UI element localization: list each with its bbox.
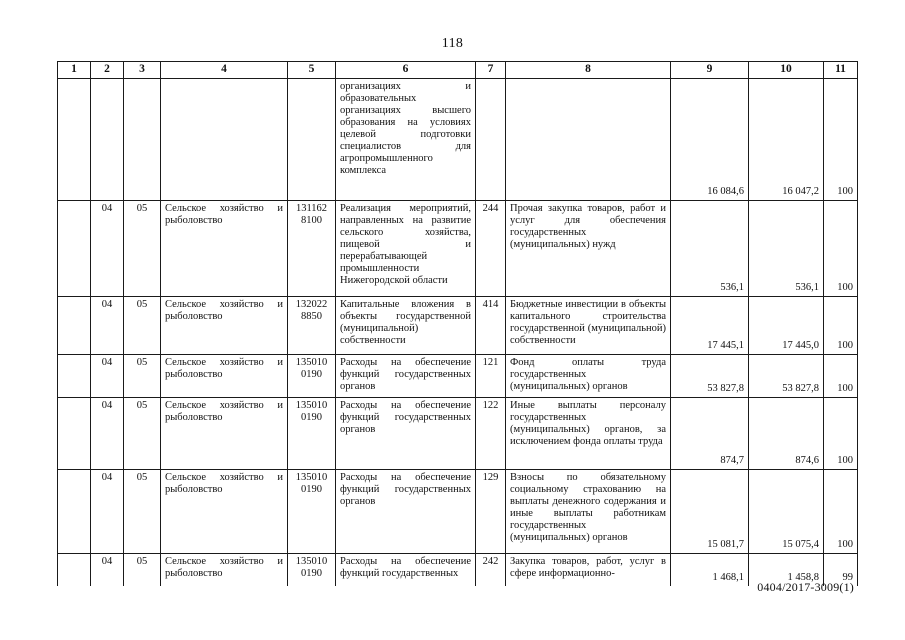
- cell-col1: [58, 201, 91, 297]
- cell-expense-type-name: Закупка товаров, работ, услуг в сфере информационно-: [506, 554, 671, 586]
- cell-planned-amount: 16 084,6: [671, 79, 749, 201]
- cell-executed-amount: 874,6: [749, 398, 824, 470]
- cell-expense-type-name: Фонд оплаты труда государственных (муниципальных) органов: [506, 355, 671, 398]
- cell-target-article: 132022 8850: [288, 297, 336, 355]
- table-row: [58, 470, 858, 554]
- table-row: [58, 398, 858, 470]
- cell-planned-amount: 536,1: [671, 201, 749, 297]
- cell-expense-type: 414: [476, 297, 506, 355]
- table-row: [58, 554, 858, 586]
- header-row: [58, 62, 858, 79]
- cell-percent: 100: [824, 79, 858, 201]
- cell-executed-amount: 1 458,8: [749, 554, 824, 586]
- column-header: 11: [824, 62, 858, 79]
- column-header: 8: [506, 62, 671, 79]
- cell-col1: [58, 554, 91, 586]
- cell-section: 04: [91, 355, 124, 398]
- cell-subsection: 05: [124, 470, 161, 554]
- cell-executed-amount: 53 827,8: [749, 355, 824, 398]
- cell-expense-type-name: Прочая закупка товаров, работ и услуг для обеспечения государственных (муниципальных) нужд: [506, 201, 671, 297]
- cell-expense-type: 244: [476, 201, 506, 297]
- cell-expense-type: 242: [476, 554, 506, 586]
- column-header: 1: [58, 62, 91, 79]
- cell-section: 04: [91, 554, 124, 586]
- cell-section-name: Сельское хозяйство и рыболовство: [161, 297, 288, 355]
- cell-col1: [58, 470, 91, 554]
- cell-col1: [58, 297, 91, 355]
- cell-section: 04: [91, 398, 124, 470]
- cell-planned-amount: 15 081,7: [671, 470, 749, 554]
- cell-article-name: организациях и образовательных организациях высшего образования на условиях целевой подготовки специалистов для агропромышленного комплекса: [336, 79, 476, 201]
- cell-article-name: Расходы на обеспечение функций государственных: [336, 554, 476, 586]
- column-header: 2: [91, 62, 124, 79]
- cell-article-name: Расходы на обеспечение функций государственных органов: [336, 470, 476, 554]
- cell-article-name: Расходы на обеспечение функций государственных органов: [336, 355, 476, 398]
- budget-table: [57, 61, 858, 586]
- cell-target-article: 135010 0190: [288, 398, 336, 470]
- cell-expense-type-name: Взносы по обязательному социальному страхованию на выплаты денежного содержания и иные выплаты работникам государственных (муниципальных) органов: [506, 470, 671, 554]
- cell-target-article: 135010 0190: [288, 355, 336, 398]
- cell-expense-type-name: Иные выплаты персоналу государственных (муниципальных) органов, за исключением фонда оплаты труда: [506, 398, 671, 470]
- cell-subsection: 05: [124, 297, 161, 355]
- column-header: 3: [124, 62, 161, 79]
- cell-subsection: 05: [124, 201, 161, 297]
- cell-article-name: Расходы на обеспечение функций государственных органов: [336, 398, 476, 470]
- column-header: 6: [336, 62, 476, 79]
- cell-expense-type: 129: [476, 470, 506, 554]
- table-header: [58, 62, 858, 79]
- cell-planned-amount: 53 827,8: [671, 355, 749, 398]
- cell-section-name: Сельское хозяйство и рыболовство: [161, 355, 288, 398]
- cell-article-name: Реализация мероприятий, направленных на развитие сельского хозяйства, пищевой и перерабатывающей промышленности Нижегородской области: [336, 201, 476, 297]
- cell-section: [91, 79, 124, 201]
- document-code: 0404/2017-3009(1): [757, 580, 854, 594]
- table-row: [58, 79, 858, 201]
- column-header: 5: [288, 62, 336, 79]
- cell-target-article: 135010 0190: [288, 554, 336, 586]
- cell-expense-type: 122: [476, 398, 506, 470]
- table-row: [58, 201, 858, 297]
- cell-planned-amount: 874,7: [671, 398, 749, 470]
- cell-target-article: 131162 8100: [288, 201, 336, 297]
- column-header: 10: [749, 62, 824, 79]
- cell-percent: 100: [824, 201, 858, 297]
- column-header: 9: [671, 62, 749, 79]
- cell-executed-amount: 17 445,0: [749, 297, 824, 355]
- cell-planned-amount: 17 445,1: [671, 297, 749, 355]
- cell-executed-amount: 536,1: [749, 201, 824, 297]
- cell-expense-type: [476, 79, 506, 201]
- cell-expense-type: 121: [476, 355, 506, 398]
- table-row: [58, 355, 858, 398]
- table-row: [58, 297, 858, 355]
- column-header: 7: [476, 62, 506, 79]
- cell-section-name: Сельское хозяйство и рыболовство: [161, 398, 288, 470]
- cell-percent: 99: [824, 554, 858, 586]
- cell-subsection: 05: [124, 554, 161, 586]
- cell-section-name: [161, 79, 288, 201]
- cell-percent: 100: [824, 355, 858, 398]
- cell-section-name: Сельское хозяйство и рыболовство: [161, 201, 288, 297]
- cell-expense-type-name: Бюджетные инвестиции в объекты капитального строительства государственной (муниципальной) собственности: [506, 297, 671, 355]
- cell-percent: 100: [824, 398, 858, 470]
- cell-executed-amount: 16 047,2: [749, 79, 824, 201]
- cell-expense-type-name: [506, 79, 671, 201]
- cell-col1: [58, 398, 91, 470]
- cell-percent: 100: [824, 470, 858, 554]
- page-number: 118: [441, 36, 464, 51]
- cell-section-name: Сельское хозяйство и рыболовство: [161, 554, 288, 586]
- cell-executed-amount: 15 075,4: [749, 470, 824, 554]
- cell-section: 04: [91, 201, 124, 297]
- cell-planned-amount: 1 468,1: [671, 554, 749, 586]
- cell-subsection: 05: [124, 398, 161, 470]
- cell-section: 04: [91, 470, 124, 554]
- column-header: 4: [161, 62, 288, 79]
- cell-subsection: [124, 79, 161, 201]
- cell-subsection: 05: [124, 355, 161, 398]
- cell-percent: 100: [824, 297, 858, 355]
- cell-target-article: [288, 79, 336, 201]
- cell-section-name: Сельское хозяйство и рыболовство: [161, 470, 288, 554]
- cell-article-name: Капитальные вложения в объекты государственной (муниципальной) собственности: [336, 297, 476, 355]
- cell-target-article: 135010 0190: [288, 470, 336, 554]
- cell-col1: [58, 355, 91, 398]
- cell-section: 04: [91, 297, 124, 355]
- cell-col1: [58, 79, 91, 201]
